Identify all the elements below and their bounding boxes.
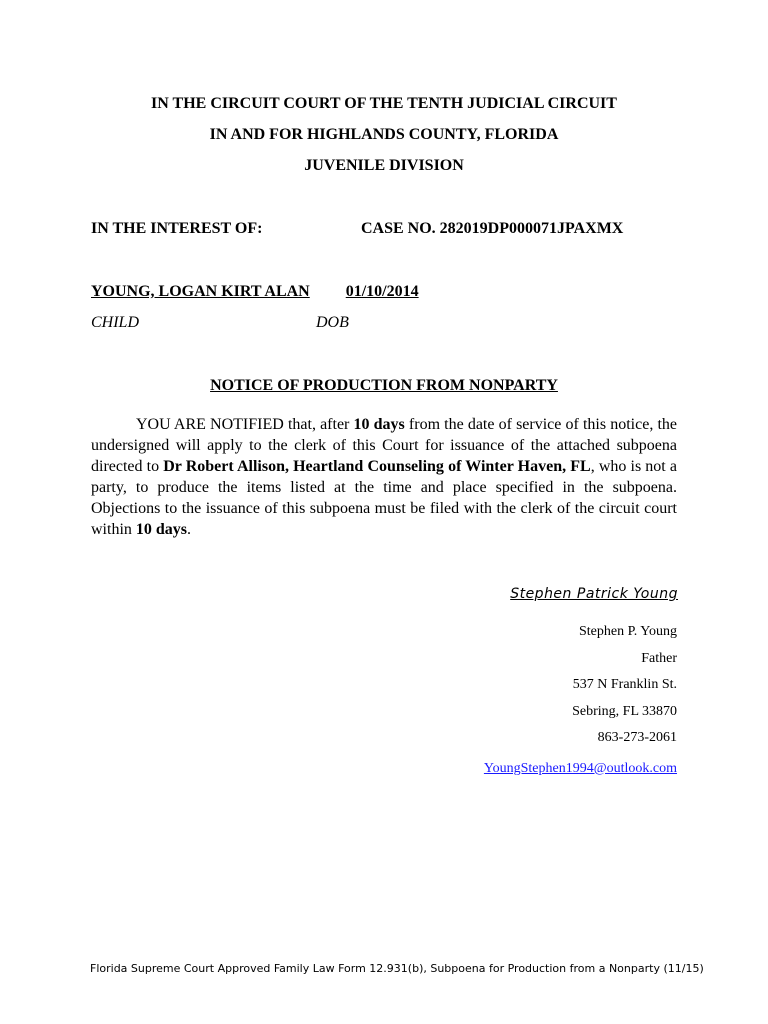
child-label: CHILD (91, 314, 140, 331)
notice-text-1: YOU ARE NOTIFIED that, after (136, 416, 354, 433)
signer-role: Father (641, 650, 677, 666)
signer-phone: 863-273-2061 (597, 730, 677, 745)
signer-name: Stephen P. Young (578, 624, 677, 639)
notice-days-1: 10 days (353, 416, 405, 433)
notice-text-4: . (187, 521, 192, 538)
signature-block (484, 619, 677, 782)
form-footer: Florida Supreme Court Approved Family Law Form 12.931(b), Subpoena for Production from a Nonparty (11/15) (90, 962, 704, 975)
signature: Stephen Patrick Young (510, 586, 678, 602)
signer-email-link[interactable]: YoungStephen1994@outlook.com (483, 760, 677, 776)
court-heading-line1: IN THE CIRCUIT COURT OF THE TENTH JUDICIAL CIRCUIT (151, 95, 617, 112)
child-name: YOUNG, LOGAN KIRT ALAN (91, 283, 310, 300)
notice-text-3: , who is not a party, to produce the items listed at the time and place specified in the subpoena. Objections to the issuance of this subpoena must be filed with the clerk of the circuit court within (91, 458, 677, 538)
notice-text-2: from the date of service of this notice, the undersigned will apply to the clerk of this Court for issuance of the attached subpoena directed to (91, 416, 678, 475)
court-heading-line3: JUVENILE DIVISION (304, 157, 464, 174)
dob-label: DOB (316, 314, 349, 331)
signer-city: Sebring, FL 33870 (572, 703, 677, 719)
notice-days-2: 10 days (135, 521, 188, 538)
signer-street: 537 N Franklin St. (572, 677, 677, 692)
child-name-dob-line (91, 282, 450, 302)
nonparty-name: Dr Robert Allison, Heartland Counseling of Winter Haven, FL (163, 458, 591, 475)
court-heading-line2: IN AND FOR HIGHLANDS COUNTY, FLORIDA (209, 126, 559, 143)
dob-value: 01/10/2014 (345, 283, 419, 300)
case-number: CASE NO. 282019DP000071JPAXMX (361, 220, 624, 237)
notice-body (91, 414, 677, 540)
notice-title: NOTICE OF PRODUCTION FROM NONPARTY (210, 377, 558, 394)
interest-label: IN THE INTEREST OF: (91, 220, 263, 237)
